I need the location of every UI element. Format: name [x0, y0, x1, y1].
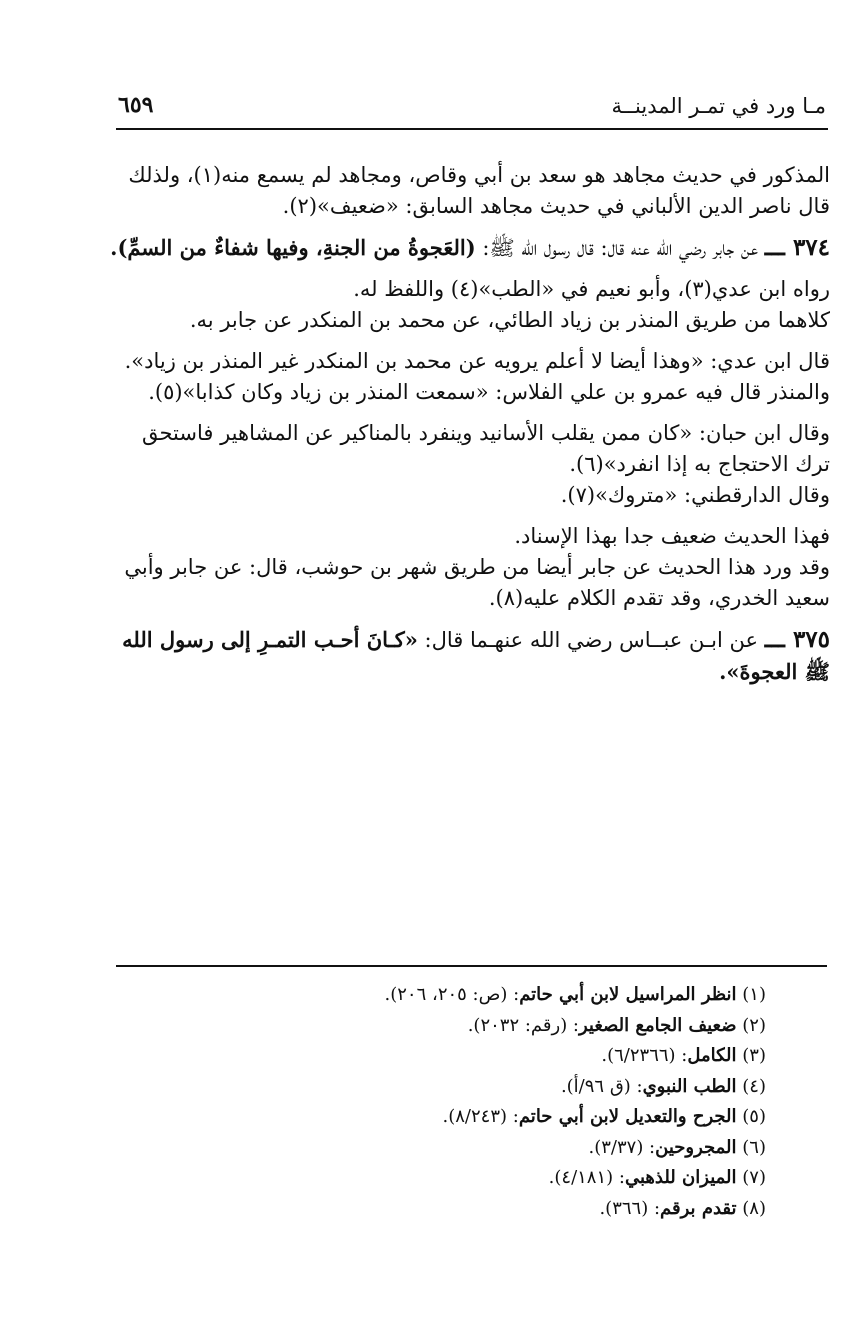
- footnote-item: [166, 1102, 766, 1133]
- footnote-item: [166, 1011, 766, 1042]
- paragraph-rawah: رواه ابن عدي(٣)، وأبو نعيم في «الطب»(٤) واللفظ له.: [353, 277, 830, 301]
- hadith-matn: (العَجوةُ من الجنةِ، وفيها شفاءٌ من السمِّ).: [110, 235, 476, 260]
- running-title: مـا ورد في تمـر المدينــة: [611, 94, 826, 118]
- footnote-marker: (٤): [742, 1075, 766, 1097]
- footnote-source: الميزان للذهبي: [624, 1167, 737, 1188]
- footnote-ref: : (٨/٢٤٣).: [442, 1106, 519, 1127]
- main-text: [108, 160, 830, 688]
- footnote-marker: (١): [742, 984, 766, 1005]
- footnote-source: الكامل: [687, 1045, 737, 1066]
- footnote-ref: : (ص: ٢٠٥، ٢٠٦).: [384, 984, 520, 1005]
- footnote-marker: (٢): [742, 1014, 766, 1036]
- paragraph-conclusion: فهذا الحديث ضعيف جدا بهذا الإسناد.: [514, 524, 830, 548]
- hadith-375: [108, 624, 830, 688]
- footnote-ref: : (ق ٩٦/أ).: [560, 1075, 643, 1097]
- footnote-ref: : (٣٦٦).: [599, 1197, 661, 1219]
- footnote-marker: (٣): [742, 1045, 766, 1066]
- footnote-source: انظر المراسيل لابن أبي حاتم: [519, 984, 737, 1005]
- paragraph-daraqutni: وقال الدارقطني: «متروك»(٧).: [560, 483, 830, 507]
- page-number: ٦٥٩: [118, 92, 154, 118]
- footnote-ref: : (٤/١٨١).: [548, 1167, 625, 1188]
- hadith-matn: «كـانَ أحـب التمـرِ إلى رسول الله ﷺ العجوةَ».: [122, 627, 830, 684]
- footnote-ref: : (٣/٣٧).: [588, 1136, 656, 1158]
- paragraph-mundhir: والمنذر قال فيه عمرو بن علي الفلاس: «سمعت المنذر بن زياد وكان كذابا»(٥).: [148, 380, 830, 404]
- footnote-item: [166, 1133, 766, 1164]
- paragraph-intro: المذكور في حديث مجاهد هو سعد بن أبي وقاص، ومجاهد لم يسمع منه(١)، ولذلك قال ناصر الدين الألباني في حديث مجاهد السابق: «ضعيف»(٢).: [128, 163, 830, 218]
- footnote-source: ضعيف الجامع الصغير: [579, 1014, 737, 1036]
- hadith-number: ٣٧٤ ـــ: [764, 234, 830, 261]
- footnote-source: المجروحين: [655, 1136, 737, 1158]
- footnotes: [166, 980, 766, 1224]
- footnote-marker: (٦): [742, 1136, 766, 1158]
- page-header: [116, 88, 828, 130]
- hadith-number: ٣٧٥ ـــ: [764, 626, 830, 653]
- footnote-item: [166, 1194, 766, 1225]
- paragraph-shahr: وقد ورد هذا الحديث عن جابر أيضا من طريق شهر بن حوشب، قال: عن جابر وأبي سعيد الخدري، وقد تقدم الكلام عليه(٨).: [124, 555, 830, 610]
- paragraph-kilahuma: كلاهما من طريق المنذر بن زياد الطائي، عن محمد بن المنكدر عن جابر به.: [189, 308, 830, 332]
- footnote-item: [166, 1072, 766, 1103]
- footnote-marker: (٨): [742, 1197, 766, 1219]
- paragraph-ibn-adi: قال ابن عدي: «وهذا أيضا لا أعلم يرويه عن محمد بن المنكدر غير المنذر بن زياد».: [124, 349, 830, 373]
- footnote-separator: [116, 965, 827, 967]
- hadith-374: [108, 232, 830, 264]
- footnote-source: الطب النبوي: [642, 1075, 737, 1097]
- footnote-marker: (٧): [742, 1167, 766, 1188]
- hadith-isnad: عن ابـن عبــاس رضي الله عنهـما قال:: [417, 628, 765, 652]
- hadith-isnad: عن جابر رضي الله عنه قال: قال رسول الله ﷺ:: [475, 236, 765, 260]
- footnote-item: [166, 980, 766, 1011]
- footnote-source: الجرح والتعديل لابن أبي حاتم: [518, 1106, 737, 1127]
- footnote-ref: : (رقم: ٢٠٣٢).: [467, 1014, 579, 1036]
- footnote-marker: (٥): [742, 1106, 766, 1127]
- footnote-source: تقدم برقم: [660, 1197, 737, 1219]
- paragraph-ibn-hibban: وقال ابن حبان: «كان ممن يقلب الأسانيد وينفرد بالمناكير عن المشاهير فاستحق ترك الاحتجاج به إذا انفرد»(٦).: [141, 421, 830, 476]
- footnote-item: [166, 1041, 766, 1072]
- footnote-ref: : (٦/٢٣٦٦).: [601, 1045, 688, 1066]
- footnote-item: [166, 1163, 766, 1194]
